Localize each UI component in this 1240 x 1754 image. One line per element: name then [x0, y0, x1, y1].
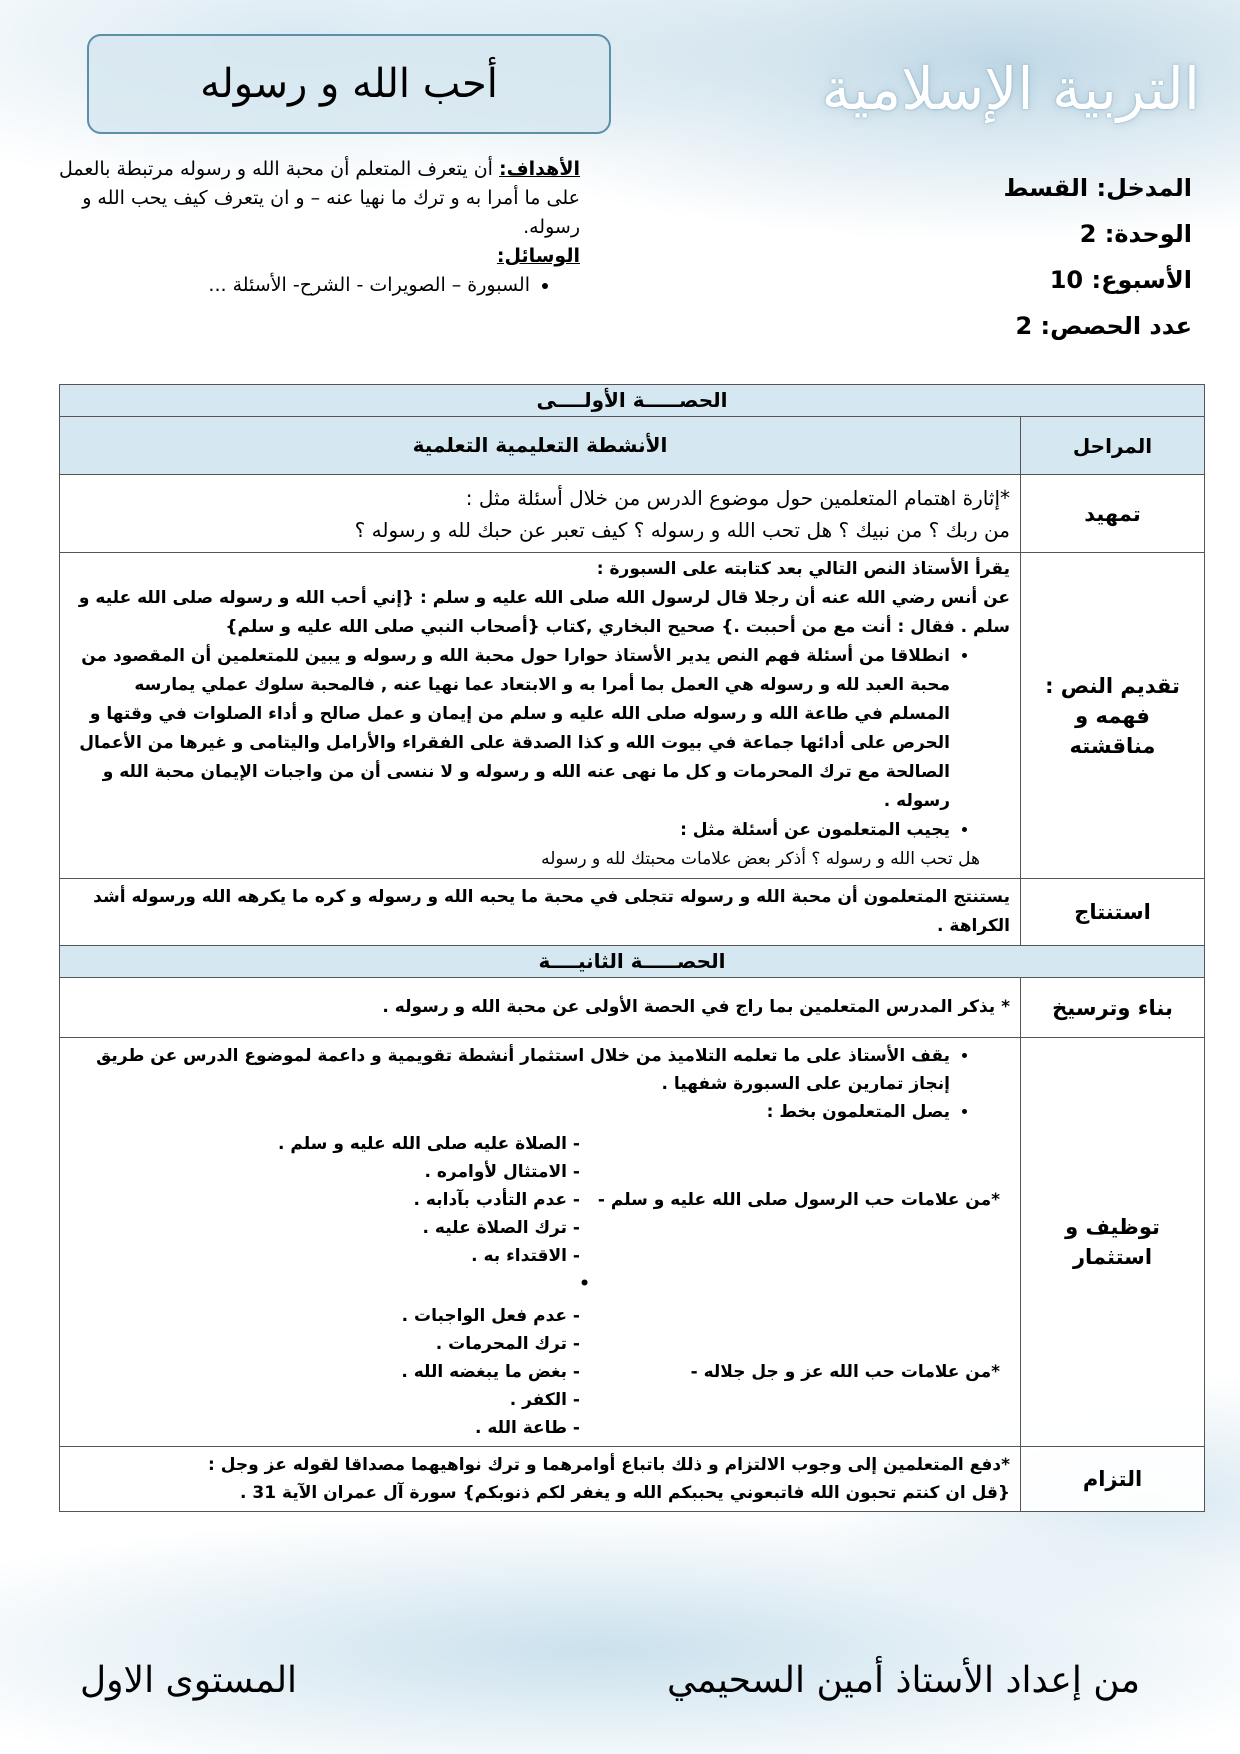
option: - عدم التأدب بآدابه .	[278, 1186, 580, 1214]
goals-text: أن يتعرف المتعلم أن محبة الله و رسوله مرتبطة بالعمل على ما أمرا به و ترك ما نهيا عنه – و ان يتعرف كيف يحب الله و رسوله.	[59, 158, 580, 238]
match-question-2: *من علامات حب الله عز و جل جلاله -	[690, 1362, 1000, 1382]
text-bullet1: • انطلاقا من أسئلة فهم النص يدير الأستاذ حوارا حول محبة الله و رسوله و يبين للمتعلمين أن المقصود من محبة العبد لله و رسوله هي العمل بما أمرا به و الابتعاد عما نهيا عنه , فالمحبة سلوك عملي يمارسه المسلم في طاعة الله و رسوله صلى الله عليه و سلم من إيمان و عمل صالح و أداء الصلوات في وقتها و الحرص على أدائها جماعة في بيوت الله و كذا الصدقة على الفقراء والأرامل واليتامى و غيرها من الأعمال الصالحة مع ترك المحرمات و كل ما نهى عنه الله و رسوله و لا ننسى أن من واجبات الإيمان محبة الله و رسوله .	[70, 642, 950, 816]
col-stages-header: المراحل	[1021, 417, 1205, 475]
apply-bullet1: • يقف الأستاذ على ما تعلمه التلاميذ من خلال استثمار أنشطة تقويمية و داعمة لموضوع الدرس عن طريق إنجاز تمارين على السبورة شفهيا .	[70, 1042, 950, 1098]
lesson-title-box	[87, 34, 611, 134]
intro-line2: من ربك ؟ من نبيك ؟ هل تحب الله و رسوله ؟ كيف تعبر عن حبك لله و رسوله ؟	[354, 517, 1010, 542]
commit-cell	[60, 1447, 1021, 1512]
lesson-meta	[1004, 165, 1193, 349]
goals-block	[40, 155, 580, 300]
footer-level: المستوى الاول	[80, 1660, 298, 1701]
apply-bullet2: • يصل المتعلمون بخط :	[70, 1098, 950, 1126]
intro-cell	[60, 475, 1021, 553]
commit-line1: *دفع المتعلمين إلى وجوب الالتزام و ذلك باتباع أوامرهما و ترك نواهيهما مصداقا لقوله عز وجل :	[208, 1455, 1010, 1475]
text-p2: عن أنس رضي الله عنه أن رجلا قال لرسول الله صلى الله عليه و سلم : {إني أحب الله و رسوله صلى الله عليه و سلم . فقال : أنت مع من أحببت .} صحيح البخاري ,كتاب {أصحاب النبي صلى الله عليه و سلم}	[78, 588, 1010, 637]
lesson-title: أحب الله و رسوله	[200, 61, 498, 107]
option: - الاقتداء به .	[278, 1242, 580, 1270]
option: - الصلاة عليه صلى الله عليه و سلم .	[278, 1130, 580, 1158]
col-activities-header: الأنشطة التعليمية التعلمية	[60, 417, 1021, 475]
commit-line2: {قل ان كنتم تحبون الله فاتبعوني يحببكم الله و يغفر لكم ذنوبكم} سورة آل عمران الآية 31 .	[240, 1483, 1010, 1503]
meta-week: الأسبوع: 10	[1049, 266, 1192, 294]
text-bullet2: • يجيب المتعلمون عن أسئلة مثل :	[70, 816, 950, 845]
option: - طاعة الله .	[401, 1414, 580, 1442]
meta-sessions: عدد الحصص: 2	[1015, 312, 1192, 340]
option: - عدم فعل الواجبات .	[401, 1302, 580, 1330]
text-p1: يقرأ الأستاذ النص التالي بعد كتابته على السبورة :	[596, 559, 1010, 579]
text-bullet2-question: هل تحب الله و رسوله ؟ أذكر بعض علامات محبتك لله و رسوله	[541, 849, 980, 869]
text-cell	[60, 553, 1021, 879]
session2-title: الحصـــــة الثانيــــة	[60, 946, 1205, 978]
meta-entry: المدخل: القسط	[1003, 174, 1192, 202]
footer-author: من إعداد الأستاذ أمين السحيمي	[667, 1660, 1140, 1701]
stage-build: بناء وترسيخ	[1021, 978, 1205, 1038]
option: - ترك المحرمات .	[401, 1330, 580, 1358]
stage-conclusion: استنتاج	[1021, 879, 1205, 946]
conclusion-text: يستنتج المتعلمون أن محبة الله و رسوله تتجلى في محبة ما يحبه الله و رسوله و كره ما يكرهه الله ورسوله أشد الكراهة .	[60, 879, 1021, 946]
stage-text: تقديم النص : فهمه و مناقشته	[1021, 553, 1205, 879]
intro-line1: *إثارة اهتمام المتعلمين حول موضوع الدرس من خلال أسئلة مثل :	[465, 485, 1010, 510]
goals-label: الأهداف:	[499, 158, 580, 180]
means-item: • السبورة – الصويرات - الشرح- الأسئلة ...	[40, 271, 530, 300]
option: - ترك الصلاة عليه .	[278, 1214, 580, 1242]
meta-unit: الوحدة: 2	[1079, 220, 1192, 248]
stage-commit: التزام	[1021, 1447, 1205, 1512]
lesson-plan-table	[59, 384, 1205, 1512]
option: - الكفر .	[401, 1386, 580, 1414]
bullet-dot: •	[579, 1274, 590, 1294]
session1-title: الحصـــــة الأولــــى	[60, 385, 1205, 417]
match-options-2	[401, 1302, 580, 1442]
match-group-1	[70, 1130, 1010, 1270]
stage-apply: توظيف و استثمار	[1021, 1038, 1205, 1447]
match-options-1	[278, 1130, 580, 1270]
build-text: * يذكر المدرس المتعلمين بما راج في الحصة الأولى عن محبة الله و رسوله .	[60, 978, 1021, 1038]
means-label: الوسائل:	[496, 245, 580, 267]
subject-title: التربية الإسلامية	[821, 55, 1200, 123]
option: - بغض ما يبغضه الله .	[401, 1358, 580, 1386]
match-group-2	[70, 1302, 1010, 1442]
option: - الامتثال لأوامره .	[278, 1158, 580, 1186]
stage-intro: تمهيد	[1021, 475, 1205, 553]
match-question-1: *من علامات حب الرسول صلى الله عليه و سلم -	[597, 1190, 1000, 1210]
apply-cell	[60, 1038, 1021, 1447]
